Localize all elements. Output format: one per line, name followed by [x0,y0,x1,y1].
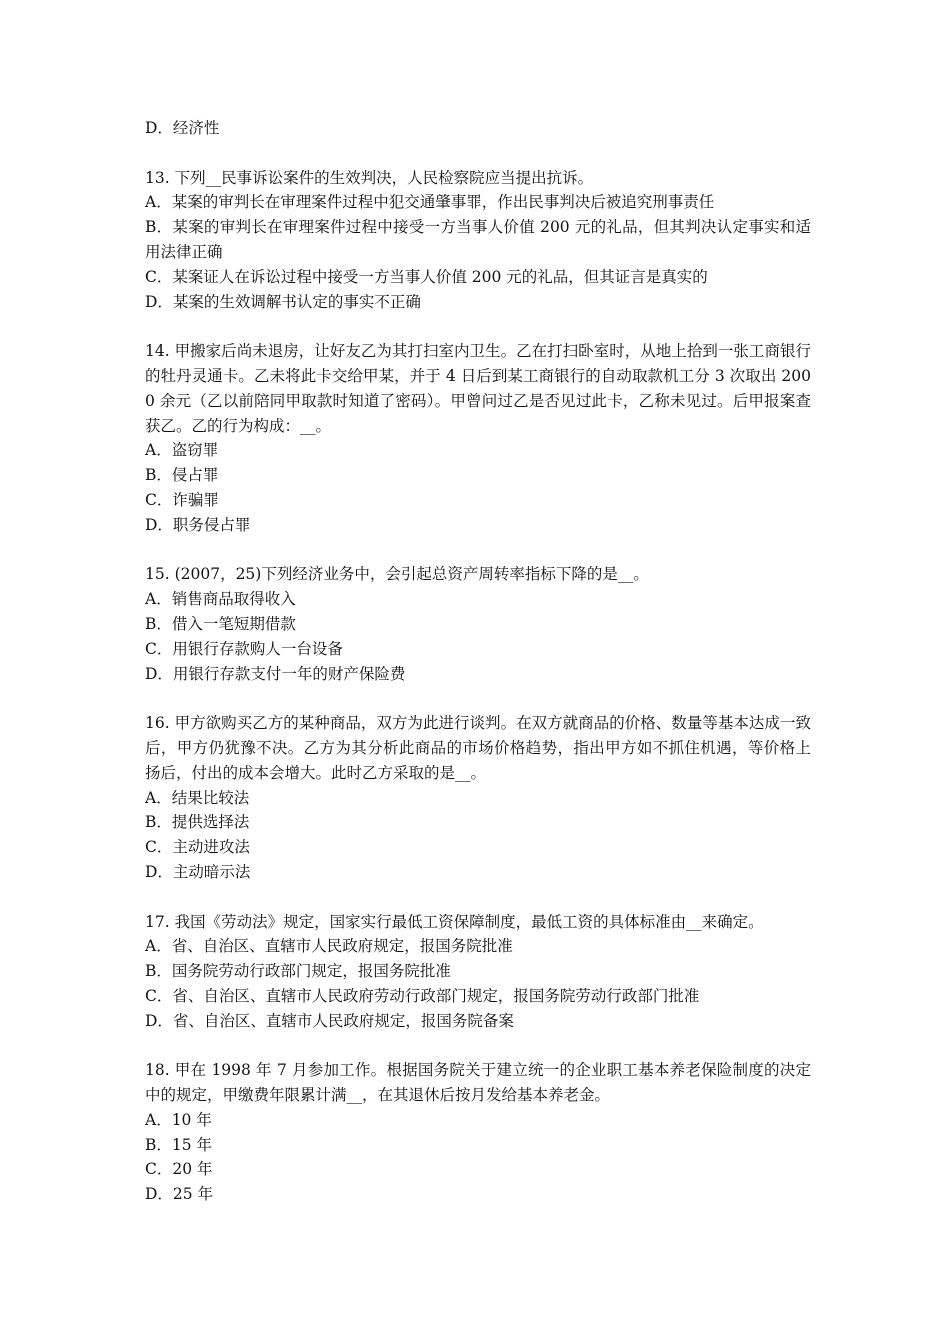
spacer [145,686,811,711]
option-d: D．职务侵占罪 [145,515,251,534]
option-a: A．销售商品取得收入 [145,590,296,609]
option-b: B．某案的审判长在审理案件过程中接受一方当事人价值 200 元的礼品，但其判决认定事实和适用法律正确 [145,218,811,261]
question-17 [145,910,811,1034]
option-c: C．诈骗罪 [145,490,219,509]
spacer [145,314,811,339]
document-page [145,116,811,1207]
spacer [145,1033,811,1058]
spacer [145,885,811,910]
question-stem: 18. 甲在 1998 年 7 月参加工作。根据国务院关于建立统一的企业职工基本养老保险制度的决定中的规定，甲缴费年限累计满__，在其退休后按月发给基本养老金。 [145,1061,811,1105]
option-d: D．经济性 [145,119,220,137]
question-stem: 14. 甲搬家后尚未退房，让好友乙为其打扫室内卫生。乙在打扫卧室时，从地上拾到一张工商银行的牡丹灵通卡。乙未将此卡交给甲某，并于 4 日后到某工商银行的自动取款机工分 3 次取出 2000 余元（乙以前陪同甲取款时知道了密码）。甲曾问过乙是否见过此卡，乙称未见过。后甲报案查获乙。乙的行为构成：__。 [145,342,811,435]
option-b: B．15 年 [145,1135,213,1154]
option-a: A．盗窃罪 [145,441,219,460]
question-stem: 16. 甲方欲购买乙方的某种商品，双方为此进行谈判。在双方就商品的价格、数量等基本达成一致后，甲方仍犹豫不决。乙方为其分析此商品的市场价格趋势，指出甲方如不抓住机遇，等价格上扬后，付出的成本会增大。此时乙方采取的是__。 [145,714,811,782]
question-stem: 15. (2007，25)下列经济业务中，会引起总资产周转率指标下降的是__。 [145,565,649,584]
option-d: D．25 年 [145,1185,214,1204]
question-stem: 17. 我国《劳动法》规定，国家实行最低工资保障制度，最低工资的具体标准由__来确定。 [145,912,764,931]
spacer [145,538,811,563]
option-b: B．侵占罪 [145,466,219,485]
option-c: C．20 年 [145,1160,213,1179]
option-d: D．省、自治区、直辖市人民政府规定，报国务院备案 [145,1011,514,1030]
option-c: C．用银行存款购人一台设备 [145,639,343,658]
option-a: A．10 年 [145,1110,212,1129]
question-stem: 13. 下列__民事诉讼案件的生效判决，人民检察院应当提出抗诉。 [145,168,594,187]
option-a: A．省、自治区、直辖市人民政府规定，报国务院批准 [145,937,513,956]
question-18 [145,1058,811,1207]
option-d: D．某案的生效调解书认定的事实不正确 [145,292,421,311]
question-15 [145,562,811,686]
question-14 [145,339,811,537]
option-a: A．结果比较法 [145,788,250,807]
option-b: B．借入一笔短期借款 [145,614,296,633]
option-d: D．用银行存款支付一年的财产保险费 [145,664,406,683]
option-c: C．某案证人在诉讼过程中接受一方当事人价值 200 元的礼品，但其证言是真实的 [145,267,708,286]
option-c: C．省、自治区、直辖市人民政府劳动行政部门规定，报国务院劳动行政部门批准 [145,986,700,1005]
question-13 [145,166,811,315]
option-b: B．国务院劳动行政部门规定，报国务院批准 [145,962,451,981]
option-d: D．主动暗示法 [145,862,251,881]
spacer [145,141,811,166]
option-a: A．某案的审判长在审理案件过程中犯交通肇事罪，作出民事判决后被追究刑事责任 [145,193,715,212]
option-c: C．主动进攻法 [145,838,250,857]
question-16 [145,711,811,885]
option-b: B．提供选择法 [145,813,250,832]
